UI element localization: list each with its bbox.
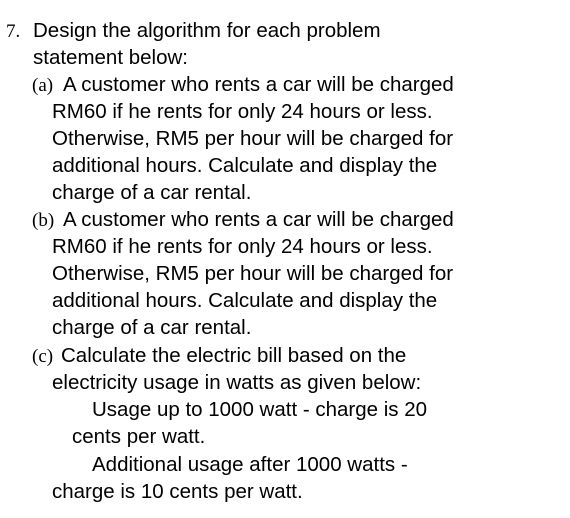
part-a-line-2: RM60 if he rents for only 24 hours or less. — [52, 100, 433, 123]
part-b-line-5: charge of a car rental. — [52, 316, 252, 339]
part-a-line-5: charge of a car rental. — [52, 181, 252, 204]
part-c-line-6: charge is 10 cents per watt. — [52, 480, 303, 503]
part-c-label: (c) — [32, 346, 54, 367]
question-title-line-2: statement below: — [33, 46, 188, 69]
part-c-line-5: Additional usage after 1000 watts - — [92, 453, 408, 476]
part-b-line-2: RM60 if he rents for only 24 hours or less. — [52, 235, 433, 258]
question-title-line-1: Design the algorithm for each problem — [33, 19, 381, 42]
part-a-line-3: Otherwise, RM5 per hour will be charged for — [52, 127, 454, 150]
part-b-line-3: Otherwise, RM5 per hour will be charged for — [52, 262, 454, 285]
part-a-line-1: A customer who rents a car will be charged — [63, 73, 454, 96]
part-c-line-3: Usage up to 1000 watt - charge is 20 — [92, 398, 428, 421]
question-number: 7. — [6, 21, 21, 42]
part-c-line-1: Calculate the electric bill based on the — [61, 344, 407, 367]
part-a-label: (a) — [32, 75, 54, 96]
part-b-label: (b) — [32, 210, 55, 231]
part-b-line-4: additional hours. Calculate and display the — [52, 289, 438, 312]
part-c-line-2: electricity usage in watts as given below: — [52, 371, 422, 394]
part-b-line-1: A customer who rents a car will be charged — [63, 208, 454, 231]
part-a-line-4: additional hours. Calculate and display the — [52, 154, 438, 177]
part-c-line-4: cents per watt. — [72, 425, 206, 448]
